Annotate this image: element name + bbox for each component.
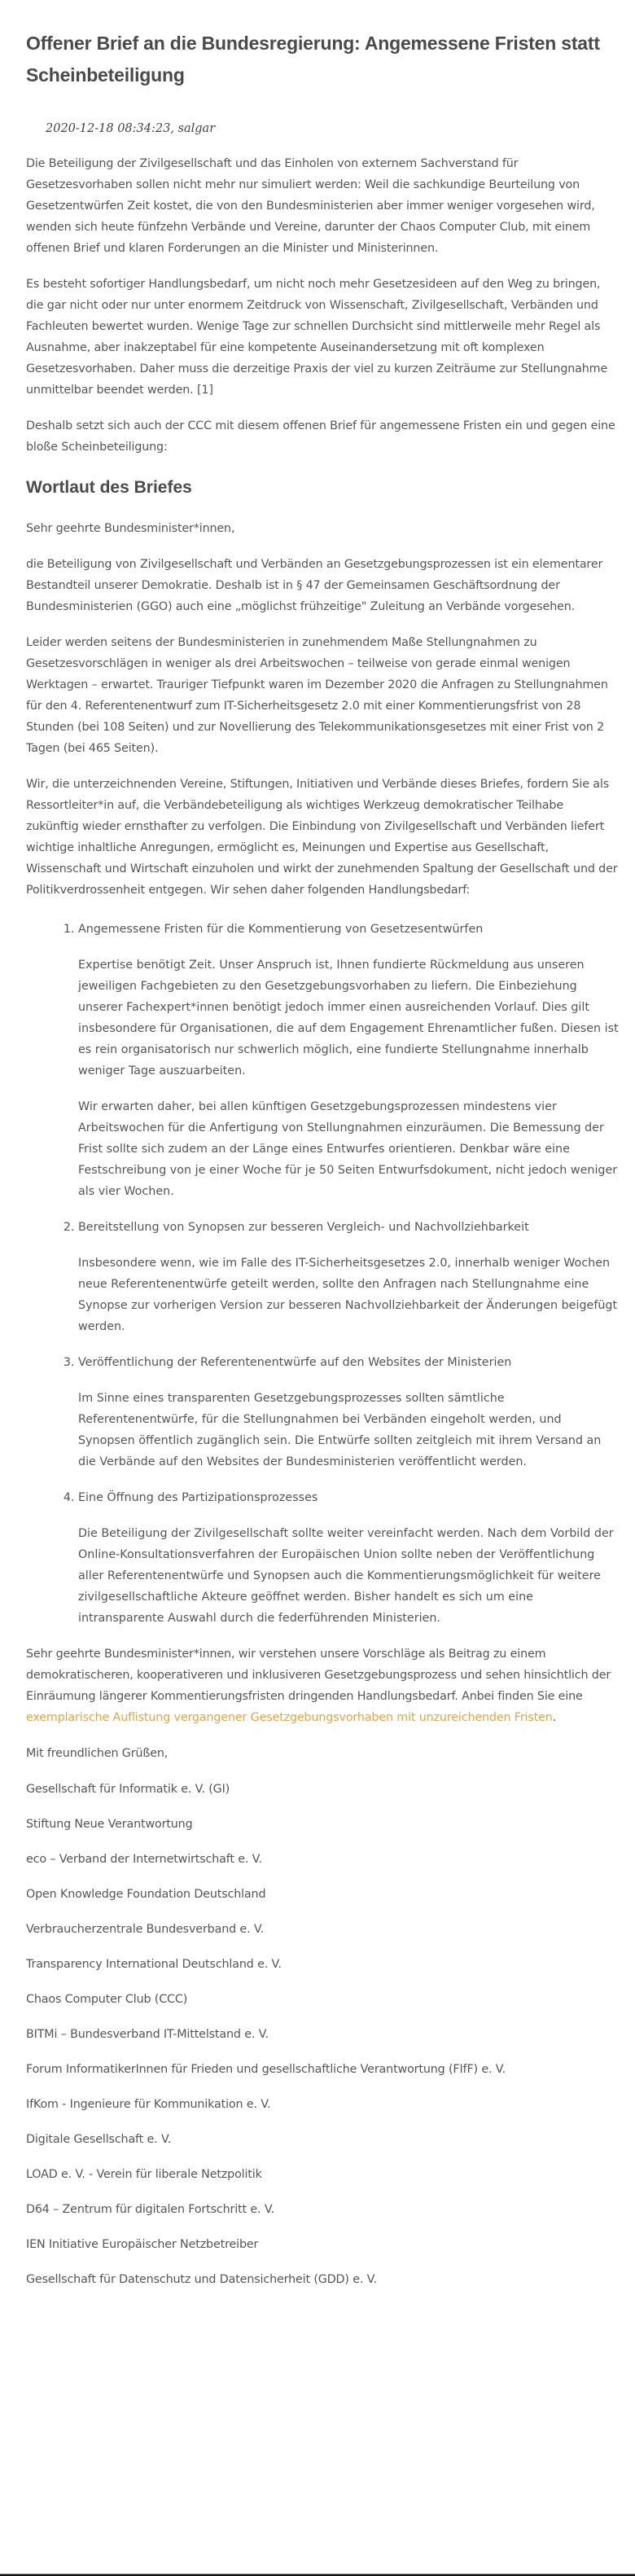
demand-heading: Bereitstellung von Synopsen zur besseren Vergleich- und Nachvollziehbarkeit: [78, 1221, 529, 1234]
signatory: Transparency International Deutschland e. V.: [26, 1958, 282, 1971]
letter-paragraph: Wir, die unterzeichnenden Vereine, Stiftungen, Initiativen und Verbände dieses Briefes, fordern Sie als Ressortleiter*in auf, die Verbändebeteiligung als wichtiges Werkzeug demokratischer Teilhabe zukünftig wieder ernsthafter zu verfolgen. Die Einbindung von Zivilgesellschaft und Verbänden liefert wichtige inhaltliche Anregungen, ermöglicht es, Meinungen und Expertise aus Gesellschaft, Wissenschaft und Wirtschaft einzuholen und wirkt der zunehmenden Spaltung der Gesellschaft und der Politikverdrossenheit entgegen. Wir sehen daher folgenden Handlungsbedarf:: [26, 778, 618, 897]
demand-body: Insbesondere wenn, wie im Falle des IT-Sicherheitsgesetzes 2.0, innerhalb weniger Wochen neue Referentenentwürfe geteilt werden, sollte den Anfragen nach Stellungnahme eine Synopse zur vorherigen Version zur besseren Nachvollziehbarkeit der Änderungen beigefügt werden.: [78, 1257, 618, 1333]
signatory: Gesellschaft für Informatik e. V. (GI): [26, 1783, 230, 1796]
demand-heading: Veröffentlichung der Referentenentwürfe auf den Websites der Ministerien: [78, 1356, 512, 1369]
deadlines-list-link[interactable]: exemplarische Auflistung vergangener Gesetzgebungsvorhaben mit unzureichenden Fristen: [26, 1711, 553, 1724]
closing-text-end: .: [552, 1711, 557, 1724]
demand-item: [78, 1352, 619, 1472]
demand-body: Die Beteiligung der Zivilgesellschaft sollte weiter vereinfacht werden. Nach dem Vorbild der Online-Konsultationsverfahren der Europäischen Union sollte neben der Veröffentlichung aller Referentenentwürfe und Synopsen auch die Kommentierungsmöglichkeit für weitere zivilgesellschaftliche Akteure geöffnet werden. Bisher handelt es sich um eine intransparente Auswahl durch die federführenden Ministerien.: [78, 1527, 614, 1625]
demand-heading: Eine Öffnung des Partizipationsprozesses: [78, 1491, 318, 1504]
section-heading: Wortlaut des Briefes: [26, 478, 192, 497]
signatory: Stiftung Neue Verantwortung: [26, 1818, 193, 1831]
signatory: eco – Verband der Internetwirtschaft e. V.: [26, 1853, 262, 1866]
intro-paragraph: Deshalb setzt sich auch der CCC mit diesem offenen Brief für angemessene Fristen ein und gegen eine bloße Scheinbeteiligung:: [26, 419, 615, 454]
demand-item: [78, 1217, 619, 1337]
signatory: Gesellschaft für Datenschutz und Datensicherheit (GDD) e. V.: [26, 2273, 377, 2286]
intro-paragraph: Die Beteiligung der Zivilgesellschaft und das Einholen von externem Sachverstand für Gesetzesvorhaben sollen nicht mehr nur simuliert werden: Weil die sachkundige Beurteilung von Gesetzentwürfen Zeit kostet, die von den Bundesministerien aber immer weniger vorgesehen wird, wenden sich heute fünfzehn Verbände und Vereine, darunter der Chaos Computer Club, mit einem offenen Brief und klaren Forderungen an die Minister und Ministerinnen.: [26, 157, 595, 255]
signatory: D64 – Zentrum für digitalen Fortschritt e. V.: [26, 2203, 274, 2216]
article: [26, 28, 619, 2290]
demand-item: [78, 1487, 619, 1629]
demand-heading: Angemessene Fristen für die Kommentierung von Gesetzesentwürfen: [78, 923, 484, 936]
demand-body: Expertise benötigt Zeit. Unser Anspruch ist, Ihnen fundierte Rückmeldung aus unseren jeweiligen Fachgebieten zu den Gesetzgebungsvorhaben zu liefern. Die Einbeziehung unserer Fachexpert*innen benötigt jedoch immer einen ausreichenden Vorlauf. Dies gilt insbesondere für Organisationen, die auf dem Engagement Ehrenamtlicher fußen. Diesen ist es rein organisatorisch nur schwerlich möglich, eine fundierte Stellungnahme innerhalb weniger Tage auszuarbeiten.: [78, 959, 619, 1077]
demand-body: Im Sinne eines transparenten Gesetzgebungsprozesses sollten sämtliche Referentenentwürfe, für die Stellungnahmen bei Verbänden eingeholt werden, und Synopsen öffentlich zugänglich sein. Die Entwürfe sollten zeitgleich mit ihrem Versand an die Verbände auf den Websites der Bundesministerien veröffentlicht werden.: [78, 1392, 602, 1468]
signatory: Verbraucherzentrale Bundesverband e. V.: [26, 1923, 265, 1936]
closing-text: Sehr geehrte Bundesminister*innen, wir verstehen unsere Vorschläge als Beitrag zu einem demokratischeren, kooperativeren und inklusiveren Gesetzgebungsprozess und sehen hinsichtlich der Einräumung längerer Kommentierungsfristen dringenden Handlungsbedarf. Anbei finden Sie eine: [26, 1648, 611, 1703]
signatory: Chaos Computer Club (CCC): [26, 1993, 188, 2006]
signatory: Open Knowledge Foundation Deutschland: [26, 1888, 266, 1901]
demand-item: [78, 919, 619, 1202]
signatory: BITMi – Bundesverband IT-Mittelstand e. V.: [26, 2028, 269, 2041]
article-meta: 2020-12-18 08:34:23, salgar: [46, 122, 216, 135]
letter-greeting: Mit freundlichen Grüßen,: [26, 1747, 169, 1760]
signatory: IfKom - Ingenieure für Kommunikation e. V.: [26, 2098, 271, 2111]
letter-salutation: Sehr geehrte Bundesminister*innen,: [26, 522, 235, 535]
signatory: Digitale Gesellschaft e. V.: [26, 2133, 172, 2146]
article-title: Offener Brief an die Bundesregierung: Angemessene Fristen statt Scheinbeteiligung: [26, 33, 600, 86]
signatories-list: [26, 1779, 619, 2290]
letter-paragraph: die Beteiligung von Zivilgesellschaft und Verbänden an Gesetzgebungsprozessen ist ein elementarer Bestandteil unserer Demokratie. Deshalb ist in § 47 der Gemeinsamen Geschäftsordnung der Bundesministerien (GGO) auch eine „möglichst frühzeitige" Zuleitung an Verbände vorgesehen.: [26, 558, 603, 613]
demand-body: Wir erwarten daher, bei allen künftigen Gesetzgebungsprozessen mindestens vier Arbeitswochen für die Anfertigung von Stellungnahmen einzuräumen. Die Bemessung der Frist sollte sich zudem an der Länge eines Entwurfes orientieren. Denkbar wäre eine Festschreibung von je einer Woche für je 50 Seiten Entwurfsdokument, nicht jedoch weniger als vier Wochen.: [78, 1100, 618, 1198]
letter-paragraph: Leider werden seitens der Bundesministerien in zunehmendem Maße Stellungnahmen zu Gesetzesvorschlägen in weniger als drei Arbeitswochen – teilweise von gerade einmal wenigen Werktagen – erwartet. Trauriger Tiefpunkt waren im Dezember 2020 die Anfragen zu Stellungnahmen für den 4. Referentenentwurf zum IT-Sicherheitsgesetz 2.0 mit einer Kommentierungsfrist von 28 Stunden (bei 108 Seiten) und zur Novellierung des Telekommunikationsgesetzes mit einer Frist von 2 Tagen (bei 465 Seiten).: [26, 636, 608, 755]
letter-closing: [26, 1643, 619, 1728]
signatory: IEN Initiative Europäischer Netzbetreiber: [26, 2238, 259, 2251]
signatory: LOAD e. V. - Verein für liberale Netzpolitik: [26, 2168, 262, 2181]
intro-paragraph: Es besteht sofortiger Handlungsbedarf, um nicht noch mehr Gesetzesideen auf den Weg zu bringen, die gar nicht oder nur unter enormem Zeitdruck von Wissenschaft, Zivilgesellschaft, Verbänden und Fachleuten bewertet wurden. Wenige Tage zur schnellen Durchsicht sind mittlerweile mehr Regel als Ausnahme, aber inakzeptabel für eine kompetente Auseinandersetzung mit oft komplexen Gesetzesvorhaben. Daher muss die derzeitige Praxis der viel zu kurzen Zeiträume zur Stellungnahme unmittelbar beendet werden. [1]: [26, 278, 608, 397]
demands-list: [26, 919, 619, 1629]
signatory: Forum InformatikerInnen für Frieden und gesellschaftliche Verantwortung (FIfF) e. V.: [26, 2063, 506, 2076]
